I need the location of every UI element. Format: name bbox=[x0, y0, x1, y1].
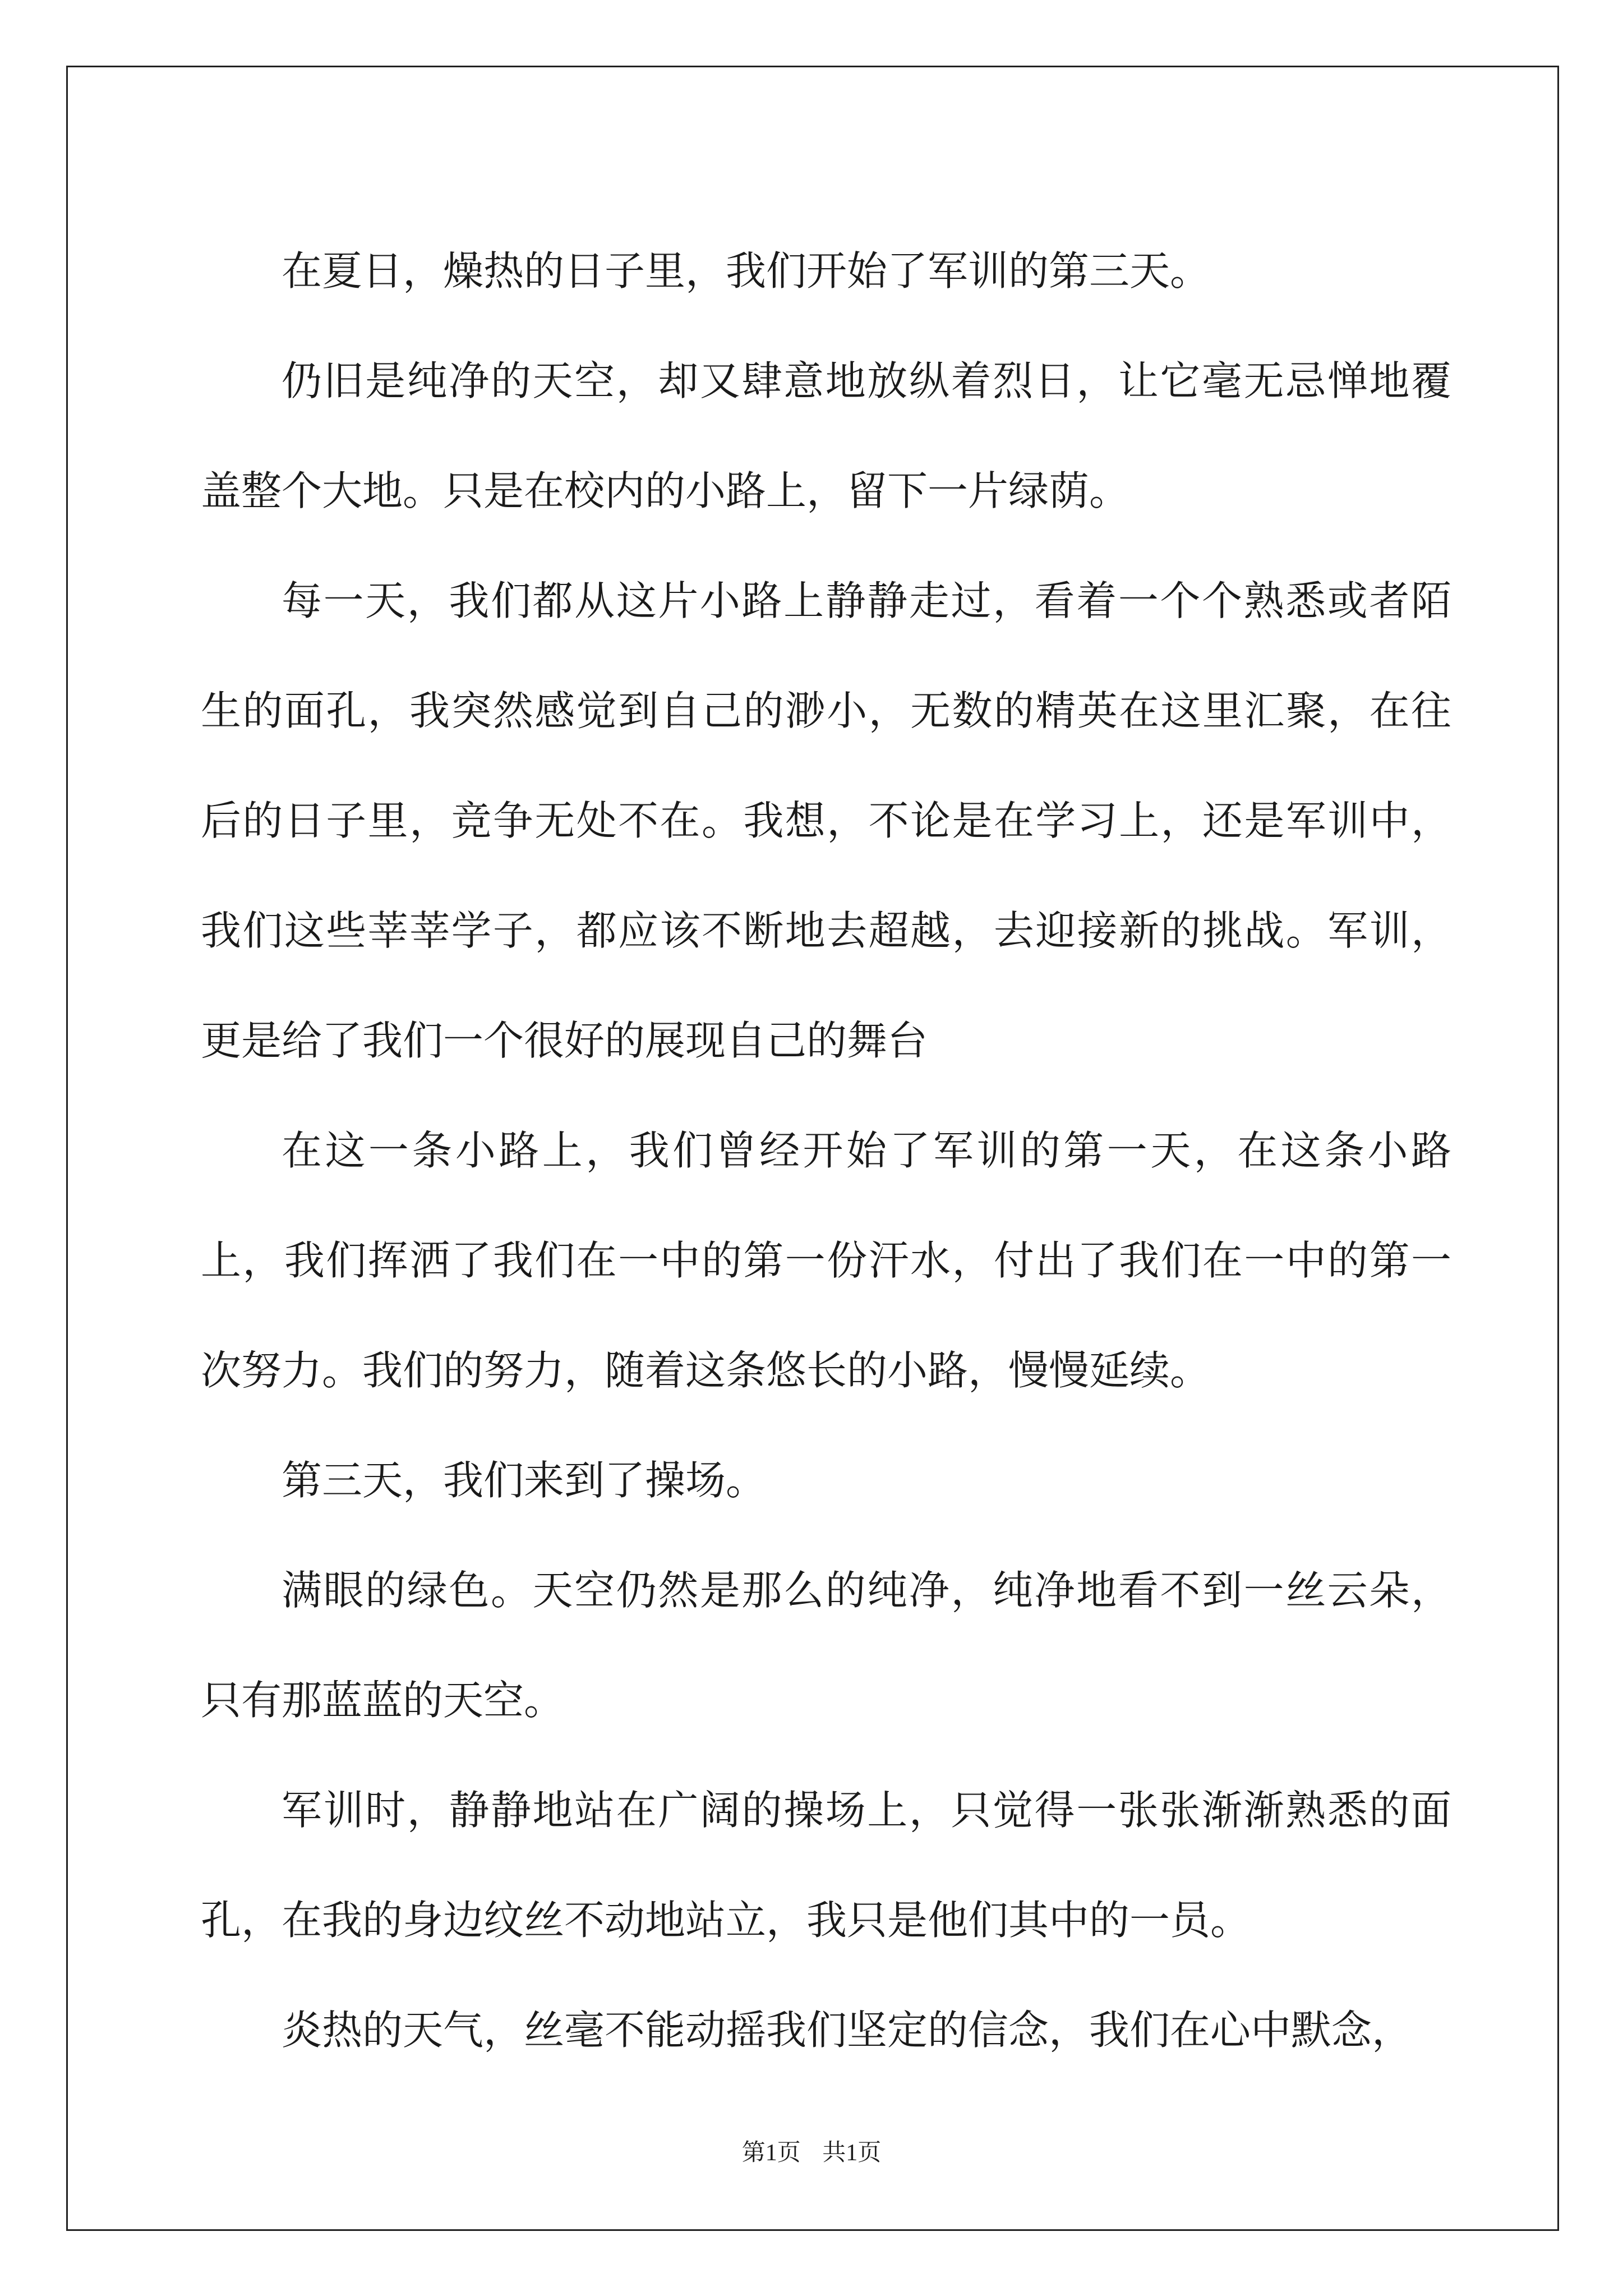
paragraph: 仍旧是纯净的天空，却又肆意地放纵着烈日，让它毫无忌惮地覆盖整个大地。只是在校内的小路上，留下一片绿荫。 bbox=[201, 357, 1451, 514]
paragraph: 在这一条小路上，我们曾经开始了军训的第一天，在这条小路上，我们挥洒了我们在一中的第一份汗水，付出了我们在一中的第一次努力。我们的努力，随着这条悠长的小路，慢慢延续。 bbox=[201, 1127, 1451, 1394]
paragraph: 在夏日，燥热的日子里，我们开始了军训的第三天。 bbox=[282, 247, 1211, 295]
paragraph: 军训时，静静地站在广阔的操场上，只觉得一张张渐渐熟悉的面孔，在我的身边纹丝不动地站立，我只是他们其中的一员。 bbox=[201, 1787, 1451, 1944]
paragraph: 每一天，我们都从这片小路上静静走过，看着一个个熟悉或者陌生的面孔，我突然感觉到自己的渺小，无数的精英在这里汇聚，在往后的日子里，竞争无处不在。我想，不论是在学习上，还是军训中，我们这些莘莘学子，都应该不断地去超越，去迎接新的挑战。军训，更是给了我们一个很好的展现自己的舞台 bbox=[201, 577, 1451, 1064]
page-footer bbox=[0, 2136, 1623, 2170]
paragraph: 第三天，我们来到了操场。 bbox=[282, 1457, 767, 1504]
paragraph: 炎热的天气，丝毫不能动摇我们坚定的信念，我们在心中默念， bbox=[282, 2007, 1413, 2054]
page-count: 共1页 bbox=[822, 2140, 882, 2166]
document-body bbox=[201, 216, 1451, 2085]
paragraph: 满眼的绿色。天空仍然是那么的纯净，纯净地看不到一丝云朵，只有那蓝蓝的天空。 bbox=[201, 1567, 1451, 1724]
page-number: 第1页 bbox=[741, 2140, 801, 2166]
